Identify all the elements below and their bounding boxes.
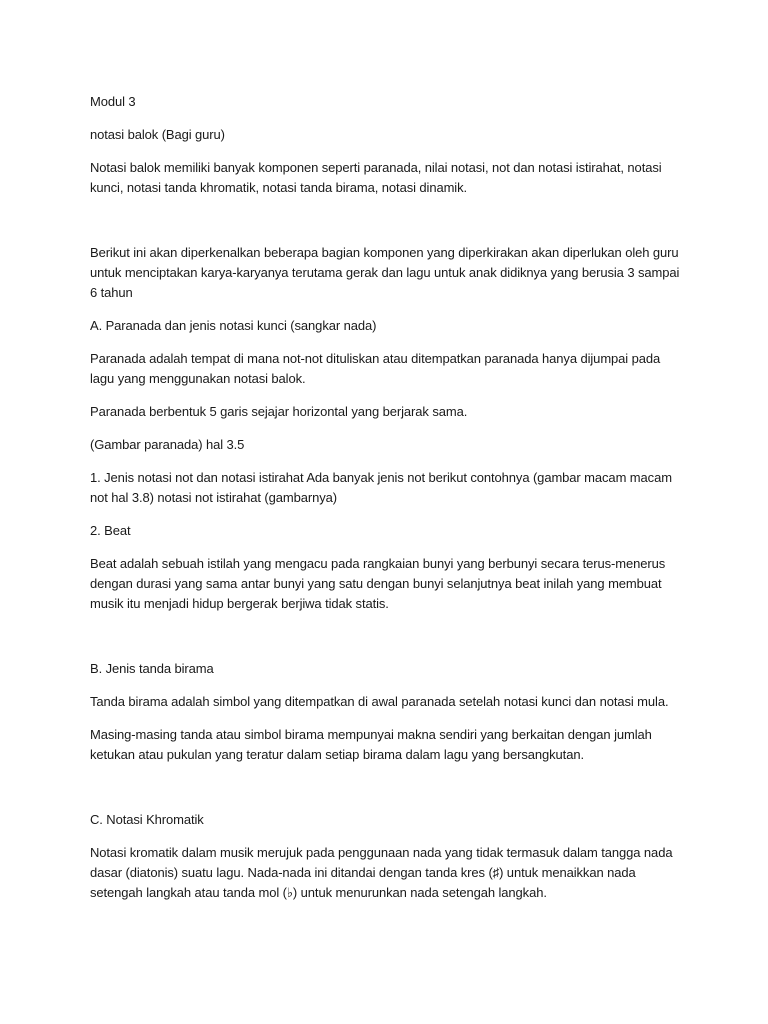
chromatic-definition-paragraph: Notasi kromatik dalam musik merujuk pada penggunaan nada yang tidak termasuk dalam tangga nada dasar (diatonis) suatu lagu. Nada-nada ini ditandai dengan tanda kres (♯) untuk menaikkan nada setengah langkah atau tanda mol (♭) untuk menurunkan nada setengah langkah. xyxy=(90,845,673,900)
document-subtitle: notasi balok (Bagi guru) xyxy=(90,127,225,142)
beat-definition-paragraph: Beat adalah sebuah istilah yang mengacu pada rangkaian bunyi yang berbunyi secara terus-menerus dengan durasi yang sama antar bunyi yang satu dengan bunyi selanjutnya beat inilah yang membuat musik itu menjadi hidup bergerak berjiwa tidak statis. xyxy=(90,556,666,611)
time-signature-meaning-paragraph: Masing-masing tanda atau simbol birama mempunyai makna sendiri yang berkaitan dengan jumlah ketukan atau pukulan yang teratur dalam setiap birama dalam lagu yang bersangkutan. xyxy=(90,727,652,762)
time-signature-definition-paragraph: Tanda birama adalah simbol yang ditempatkan di awal paranada setelah notasi kunci dan notasi mula. xyxy=(90,694,669,709)
module-title: Modul 3 xyxy=(90,94,136,109)
section-heading-a: A. Paranada dan jenis notasi kunci (sangkar nada) xyxy=(90,318,377,333)
section-heading-c: C. Notasi Khromatik xyxy=(90,812,204,827)
paranada-image-note: (Gambar paranada) hal 3.5 xyxy=(90,437,245,452)
paranada-definition-paragraph: Paranada adalah tempat di mana not-not dituliskan atau ditempatkan paranada hanya dijumpai pada lagu yang menggunakan notasi balok. xyxy=(90,351,661,386)
paranada-shape-paragraph: Paranada berbentuk 5 garis sejajar horizontal yang berjarak sama. xyxy=(90,404,468,419)
document-body xyxy=(90,92,680,903)
components-intro-paragraph: Berikut ini akan diperkenalkan beberapa bagian komponen yang diperkirakan akan diperlukan oleh guru untuk menciptakan karya-karyanya terutama gerak dan lagu untuk anak didiknya yang berusia 3 sampai 6 tahun xyxy=(90,245,680,300)
intro-paragraph: Notasi balok memiliki banyak komponen seperti paranada, nilai notasi, not dan notasi istirahat, notasi kunci, notasi tanda khromatik, notasi tanda birama, notasi dinamik. xyxy=(90,160,662,195)
note-types-paragraph: 1. Jenis notasi not dan notasi istirahat Ada banyak jenis not berikut contohnya (gambar macam macam not hal 3.8) notasi not istirahat (gambarnya) xyxy=(90,470,672,505)
section-heading-b: B. Jenis tanda birama xyxy=(90,661,214,676)
beat-heading: 2. Beat xyxy=(90,523,131,538)
